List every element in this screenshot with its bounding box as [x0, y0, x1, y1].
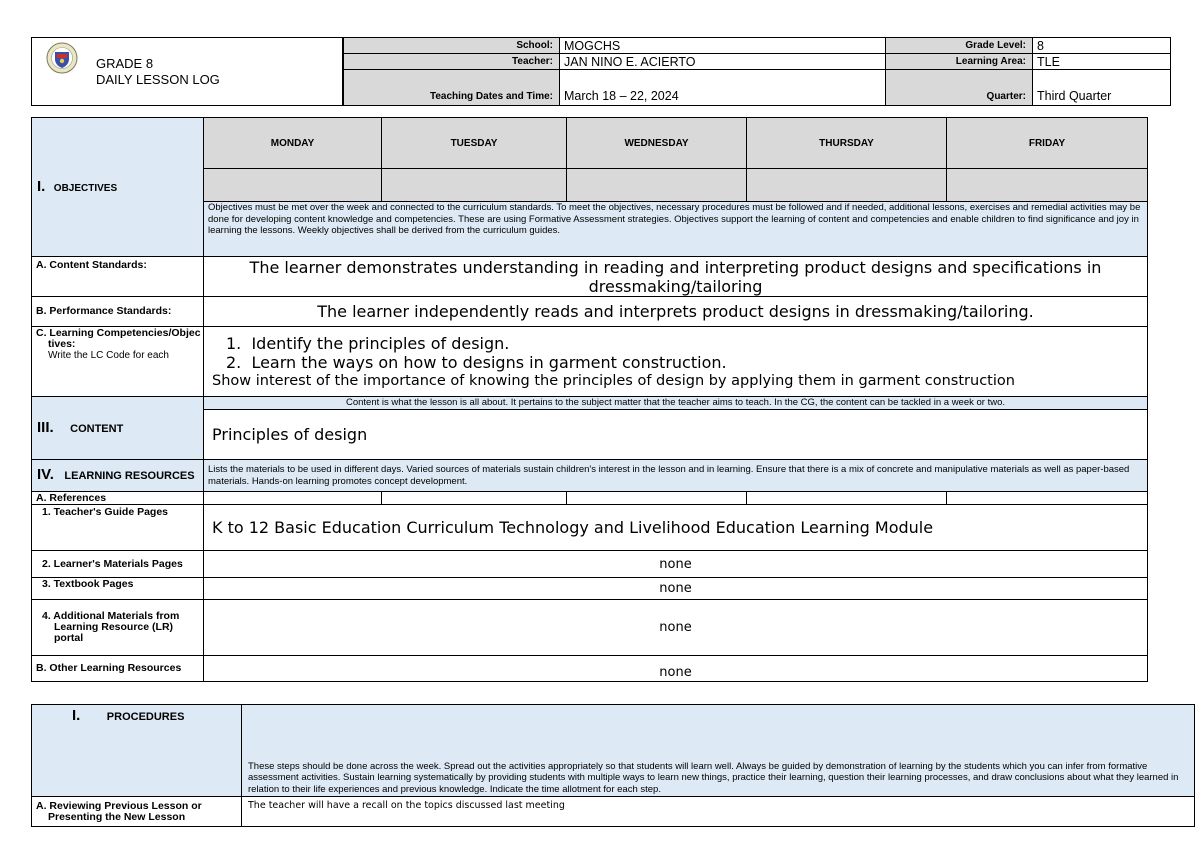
dates-label: Teaching Dates and Time: [344, 70, 560, 106]
procedures-table [31, 704, 1195, 827]
procedures-note: These steps should be done across the week. Spread out the activities appropriately so that students will learn well. Always be guided by demonstration of learning by the students which you can infer from formative assessment activities. Sustain learning systematically by providing students with multiple ways to learn new things, practice their learning, question their learning processes, and draw conclusions about what they learned in relation to their life experiences and previous knowledge. Indicate the time allotment for each step. [248, 760, 1179, 795]
school-label: School: [344, 38, 560, 54]
procedures-note-cell [242, 705, 1195, 797]
lesson-log-table [31, 117, 1148, 682]
day-monday: MONDAY [204, 118, 382, 169]
objectives-numeral: I. [37, 178, 46, 195]
quarter-label: Quarter: [886, 70, 1033, 106]
competencies-content: 1. Identify the principles of design. 2. Learn the ways on how to designs in garment construction. Show interest of the importance of knowing the principles of design by applying them in garment construction [204, 327, 1148, 397]
school-value: MOGCHS [560, 38, 886, 54]
competencies-label-cell [32, 327, 204, 397]
quarter-value: Third Quarter [1033, 70, 1171, 106]
competency-item-1: Identify the principles of design. [251, 333, 510, 353]
day-wednesday: WEDNESDAY [567, 118, 747, 169]
tg-label: 1. Teacher's Guide Pages [32, 505, 204, 551]
day-cell [382, 169, 567, 202]
teacher-label: Teacher: [344, 54, 560, 70]
review-label: A. Reviewing Previous Lesson or Presenting the New Lesson [32, 797, 242, 827]
content-note: Content is what the lesson is all about. It pertains to the subject matter that the teacher aims to teach. In the CG, the content can be tackled in a week or two. [204, 397, 1148, 410]
objectives-label: OBJECTIVES [53, 183, 118, 194]
lm-value: none [204, 551, 1148, 578]
teacher-value: JAN NINO E. ACIERTO [560, 54, 886, 70]
performance-standards-label: B. Performance Standards: [32, 297, 204, 327]
grade-level-value: 8 [1033, 38, 1171, 54]
lm-label: 2. Learner's Materials Pages [32, 551, 204, 578]
dates-value: March 18 – 22, 2024 [560, 70, 886, 106]
day-cell [747, 169, 947, 202]
procedures-numeral: I. [72, 707, 81, 724]
references-label: A. References [32, 492, 204, 505]
am-value: none [204, 600, 1148, 656]
day-tuesday: TUESDAY [382, 118, 567, 169]
content-text: Principles of design [204, 410, 1148, 460]
content-numeral: III. [37, 419, 54, 436]
other-resources-value: none [204, 656, 1148, 682]
grade-level-label: Grade Level: [886, 38, 1033, 54]
ref-cell [382, 492, 567, 505]
objectives-heading [32, 118, 204, 257]
am-label: 4. Additional Materials from Learning Resource (LR) portal [32, 600, 204, 656]
content-label: CONTENT [70, 423, 124, 435]
tb-value: none [204, 578, 1148, 600]
day-friday: FRIDAY [947, 118, 1148, 169]
competency-item-2: Learn the ways on how to designs in garment construction. [251, 352, 727, 372]
day-thursday: THURSDAY [747, 118, 947, 169]
header-info-table [343, 37, 1171, 106]
ref-cell [947, 492, 1148, 505]
content-standards-label: A. Content Standards: [32, 257, 204, 297]
resources-label: LEARNING RESOURCES [64, 470, 195, 482]
objectives-note: Objectives must be met over the week and connected to the curriculum standards. To meet the objectives, necessary procedures must be followed and if needed, additional lessons, exercises and remedial activities may be done for developing content knowledge and competencies. These are using Formative Assessment strategies. Objectives support the learning of content and competencies and enable children to find significance and joy in learning the lessons. Weekly objectives shall be derived from the curriculum guides. [204, 202, 1148, 257]
competencies-sublabel: Write the LC Code for each [48, 350, 169, 361]
performance-standards-text: The learner independently reads and interprets product designs in dressmaking/tailoring. [204, 297, 1148, 327]
ref-cell [747, 492, 947, 505]
learning-area-value: TLE [1033, 54, 1171, 70]
resources-numeral: IV. [37, 466, 54, 483]
procedures-label: PROCEDURES [106, 711, 185, 723]
ref-cell [567, 492, 747, 505]
grade-title: GRADE 8 [96, 56, 154, 71]
header-left-box [31, 37, 343, 106]
deped-seal-icon [46, 42, 78, 74]
day-cell [204, 169, 382, 202]
log-title: DAILY LESSON LOG [96, 72, 220, 87]
competency-extra: Show interest of the importance of knowing the principles of design by applying them in garment construction [212, 372, 1015, 389]
resources-heading [32, 460, 204, 492]
content-heading [32, 397, 204, 460]
procedures-heading [32, 705, 242, 797]
content-standards-text: The learner demonstrates understanding in reading and interpreting product designs and specifications in dressmaking/tailoring [204, 257, 1148, 297]
other-resources-label: B. Other Learning Resources [32, 656, 204, 682]
day-cell [947, 169, 1148, 202]
tg-value: K to 12 Basic Education Curriculum Technology and Livelihood Education Learning Module [204, 505, 1148, 551]
ref-cell [204, 492, 382, 505]
review-text: The teacher will have a recall on the topics discussed last meeting [242, 797, 1195, 827]
competencies-label: C. Learning Competencies/Objectives: [36, 327, 201, 350]
day-cell [567, 169, 747, 202]
resources-note: Lists the materials to be used in different days. Varied sources of materials sustain children's interest in the lesson and in learning. Ensure that there is a mix of concrete and manipulative materials as well as paper-based materials. Hands-on learning promotes concept development. [204, 460, 1148, 492]
learning-area-label: Learning Area: [886, 54, 1033, 70]
tb-label: 3. Textbook Pages [32, 578, 204, 600]
